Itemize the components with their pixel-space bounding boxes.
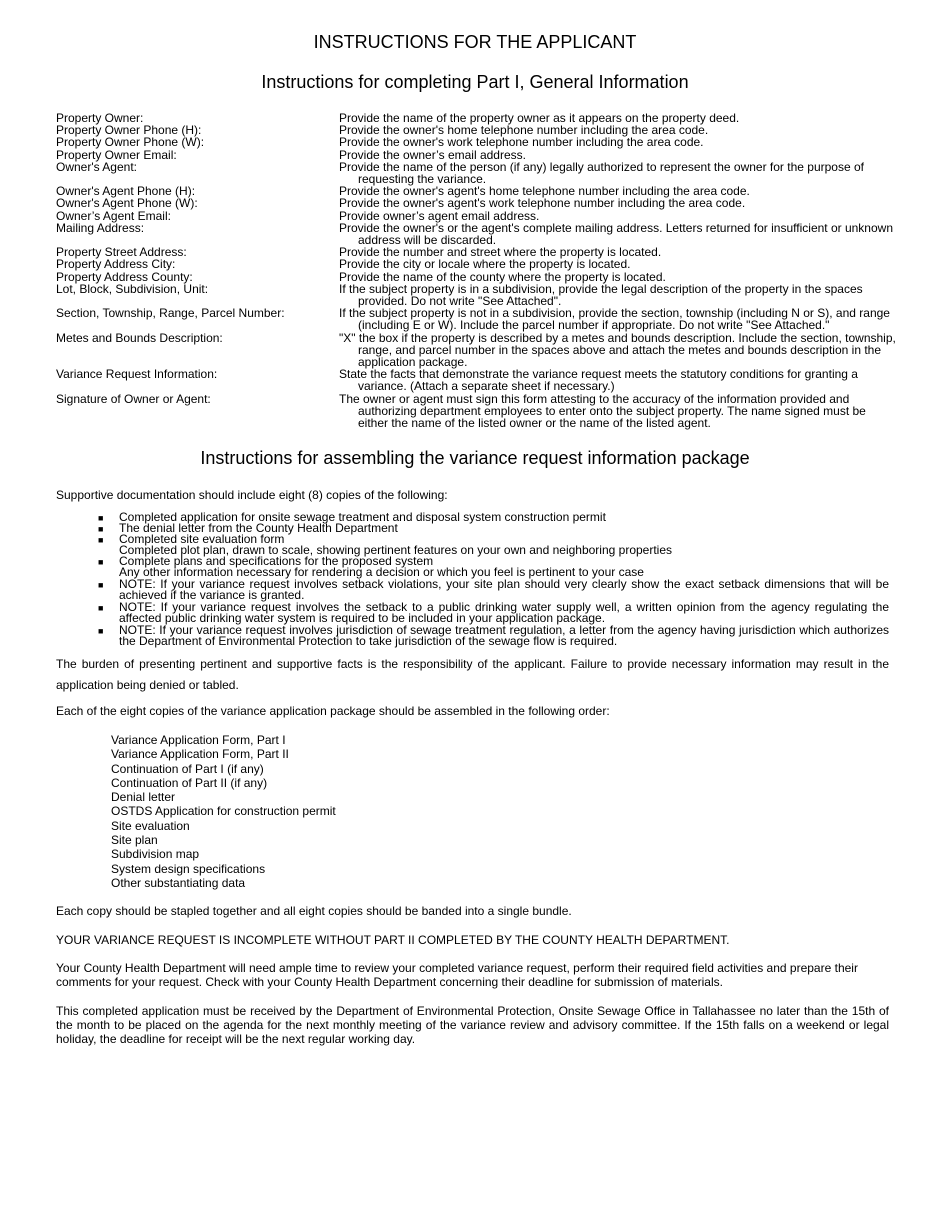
burden-paragraph: The burden of presenting pertinent and supportive facts is the responsibility of the applicant. Failure to provide necessary information may result in the application being denied or tabled.	[56, 657, 889, 692]
field-row	[56, 283, 896, 307]
list-item: Other substantiating data	[111, 875, 246, 890]
page-title: INSTRUCTIONS FOR THE APPLICANT	[313, 32, 637, 52]
field-row	[56, 197, 896, 209]
field-label: Owner's Agent:	[56, 159, 137, 174]
bullet-square-icon: ■	[98, 535, 104, 545]
field-row	[56, 307, 896, 331]
assembly-order-list	[111, 733, 336, 890]
field-label: Section, Township, Range, Parcel Number:	[56, 306, 285, 321]
field-row	[56, 161, 896, 185]
list-item: ■ NOTE: If your variance request involves jurisdiction of sewage treatment regulation, a letter from the agency having jurisdiction which authorizes the Department of Environmental Protection to take jurisdiction of the sewage flow is required.	[98, 623, 889, 648]
bullet-square-icon: ■	[98, 626, 104, 636]
field-description: Provide owner’s agent email address.	[339, 208, 540, 223]
order-intro: Each of the eight copies of the variance application package should be assembled in the following order:	[56, 704, 610, 718]
bullet-square-icon: ■	[98, 557, 104, 567]
field-row	[56, 136, 896, 148]
field-label: Property Owner:	[56, 111, 144, 125]
field-label: Property Address County:	[56, 269, 193, 284]
field-row	[56, 210, 896, 222]
field-label: Variance Request Information:	[56, 367, 218, 382]
field-label: Property Street Address:	[56, 245, 187, 260]
field-description: State the facts that demonstrate the variance request meets the statutory conditions for granting a variance. (Attach a separate sheet if necessary.)	[339, 367, 858, 394]
list-item: Site plan	[111, 833, 158, 848]
field-label: Signature of Owner or Agent:	[56, 391, 211, 406]
list-item: Continuation of Part II (if any)	[111, 775, 268, 790]
field-row	[56, 332, 896, 369]
list-item: ■ Completed site evaluation form	[98, 532, 285, 546]
field-description: Provide the name of the property owner as it appears on the property deed.	[339, 111, 740, 125]
field-description: Provide the city or locale where the property is located.	[339, 257, 631, 272]
bullet-square-icon: ■	[98, 524, 104, 534]
field-row	[56, 149, 896, 161]
field-label: Owner’s Agent Email:	[56, 208, 171, 223]
bullet-square-icon: ■	[98, 513, 104, 523]
list-item: ■ Complete plans and specifications for the proposed system	[98, 554, 434, 568]
field-description: Provide the owner's agent's work telephone number including the area code.	[339, 196, 746, 211]
field-label: Property Owner Phone (H):	[56, 123, 202, 138]
field-description: The owner or agent must sign this form attesting to the accuracy of the information provided and authorizing department employees to enter onto the subject property. The name signed must be either the name of the listed owner or the name of the listed agent.	[339, 391, 866, 431]
list-item: Any other information necessary for rendering a decision or which you feel is pertinent to your case	[119, 565, 644, 579]
field-row	[56, 271, 896, 283]
field-description: "X" the box if the property is described by a metes and bounds description. Include the section, township, range, and parcel number in the spaces above and attach the metes and bounds description in the application package.	[339, 330, 896, 370]
list-item: Variance Application Form, Part I	[111, 733, 286, 747]
field-instructions	[56, 112, 896, 429]
supportive-intro: Supportive documentation should include eight (8) copies of the following:	[56, 488, 448, 502]
staple-paragraph: Each copy should be stapled together and all eight copies should be banded into a single bundle.	[56, 904, 572, 918]
field-description: Provide the owner’s email address.	[339, 147, 526, 162]
list-item: Site evaluation	[111, 818, 190, 833]
incomplete-warning: YOUR VARIANCE REQUEST IS INCOMPLETE WITHOUT PART II COMPLETED BY THE COUNTY HEALTH DEPARTMENT.	[56, 933, 730, 947]
list-item: ■ Completed application for onsite sewage treatment and disposal system construction permit	[98, 510, 606, 524]
list-item: Completed plot plan, drawn to scale, showing pertinent features on your own and neighboring properties	[119, 543, 673, 557]
field-label: Lot, Block, Subdivision, Unit:	[56, 281, 209, 296]
county-paragraph: Your County Health Department will need ample time to review your completed variance request, perform their required field activities and prepare their comments for your request. Check with your County Health Department concerning their deadline for submission of materials.	[56, 961, 858, 989]
list-item: ■ The denial letter from the County Health Department	[98, 521, 398, 535]
field-row	[56, 393, 896, 430]
field-description: Provide the name of the person (if any) legally authorized to represent the owner for the purpose of requesting the variance.	[339, 159, 864, 187]
field-label: Property Owner Email:	[56, 147, 177, 162]
field-label: Mailing Address:	[56, 220, 145, 235]
bullet-square-icon: ■	[98, 580, 104, 590]
part1-heading: Instructions for completing Part I, General Information	[261, 72, 689, 92]
field-label: Property Owner Phone (W):	[56, 135, 205, 150]
list-item: ■ NOTE: If your variance request involves setback violations, your site plan should very clearly show the exact setback dimensions that will be achieved if the variance is granted.	[98, 577, 889, 602]
field-label: Property Address City:	[56, 257, 176, 272]
assemble-heading: Instructions for assembling the variance request information package	[200, 448, 750, 468]
field-row	[56, 258, 896, 270]
field-label: Owner's Agent Phone (W):	[56, 196, 198, 211]
deadline-paragraph: This completed application must be received by the Department of Environmental Protection, Onsite Sewage Office in Tallahassee no later than the 15th of the month to be placed on the agenda for the next monthly meeting of the variance review and advisory committee. If the 15th falls on a weekend or legal holiday, the deadline for receipt will be the next regular working day.	[56, 1004, 889, 1046]
list-item: Subdivision map	[111, 847, 200, 862]
list-item: OSTDS Application for construction permit	[111, 804, 336, 819]
field-description: Provide the owner's or the agent's complete mailing address. Letters returned for insufficient or unknown address will be discarded.	[339, 220, 893, 248]
list-item: ■ NOTE: If your variance request involves the setback to a public drinking water supply well, a written opinion from the agency regulating the affected public drinking water system is required to be included in your application package.	[98, 600, 889, 625]
list-item: Continuation of Part I (if any)	[111, 761, 264, 776]
field-description: Provide the name of the county where the property is located.	[339, 269, 666, 284]
field-description: If the subject property is not in a subdivision, provide the section, township (including N or S), and range (including E or W). Include the parcel number if appropriate. Do not write "See Attached."	[339, 306, 890, 333]
field-description: Provide the owner's agent's home telephone number including the area code.	[339, 184, 750, 199]
list-item: System design specifications	[111, 861, 266, 876]
list-item: Variance Application Form, Part II	[111, 747, 289, 762]
field-label: Metes and Bounds Description:	[56, 330, 223, 345]
field-row	[56, 368, 896, 392]
list-item: Denial letter	[111, 790, 176, 805]
field-description: Provide the owner's home telephone number including the area code.	[339, 123, 709, 138]
field-label: Owner's Agent Phone (H):	[56, 184, 196, 199]
field-description: If the subject property is in a subdivision, provide the legal description of the property in the spaces provided. Do not write "See Attached".	[339, 281, 863, 309]
supportive-list	[96, 512, 889, 647]
field-description: Provide the number and street where the property is located.	[339, 245, 662, 260]
bullet-square-icon: ■	[98, 603, 104, 613]
field-description: Provide the owner's work telephone number including the area code.	[339, 135, 704, 150]
field-row	[56, 222, 896, 246]
